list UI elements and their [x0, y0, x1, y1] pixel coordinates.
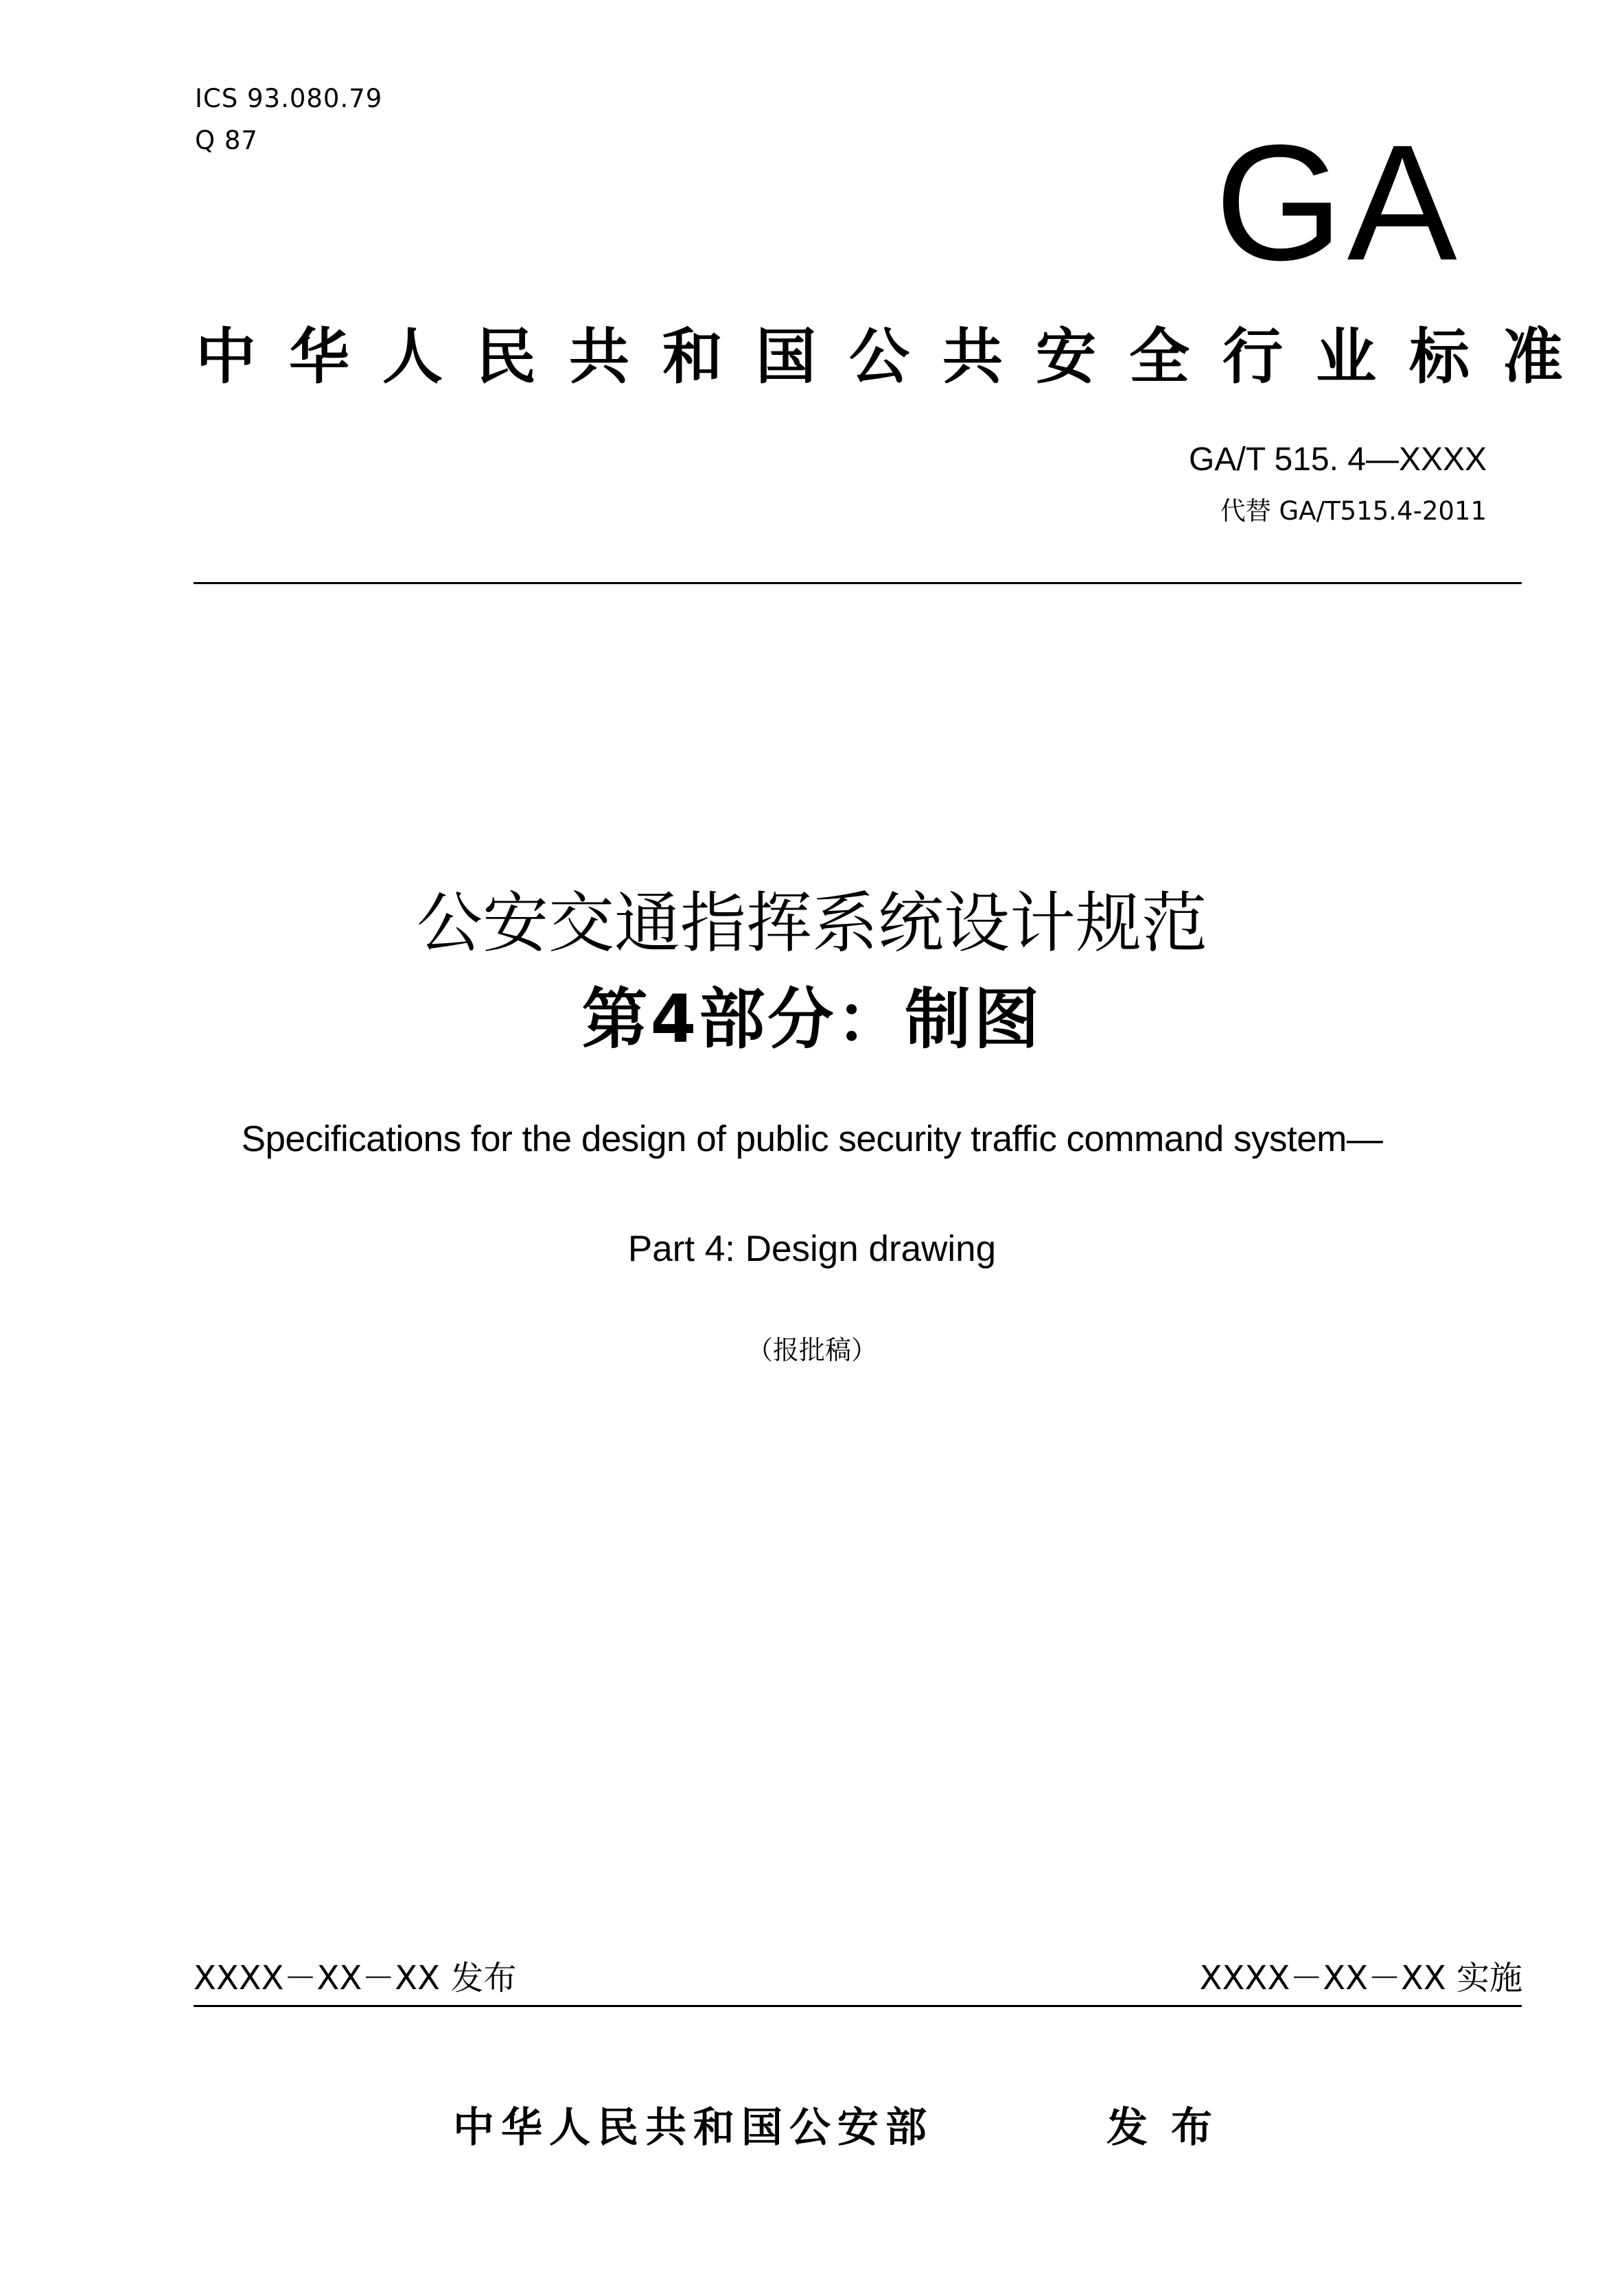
standard-number: GA/T 515. 4—XXXX: [1189, 441, 1487, 478]
issuing-authority: 中华人民共和国公安部: [453, 2104, 933, 2152]
bottom-divider: [194, 2005, 1522, 2007]
ics-code: ICS 93.080.79: [195, 84, 383, 113]
title-en-line2: Part 4: Design drawing: [627, 1229, 997, 1269]
ga-logo: GA: [1215, 111, 1461, 294]
title-zh-line2: 第4部分：制图: [581, 981, 1043, 1058]
issue-label: 发布: [1106, 2104, 1236, 2152]
implementation-date: XXXX－XX－XX 实施: [1199, 1959, 1522, 1997]
title-en-line1: Specifications for the design of public security traffic command system—: [241, 1119, 1383, 1159]
ccs-code: Q 87: [195, 126, 258, 155]
replaces-standard: 代替 GA/T515.4-2011: [1220, 496, 1487, 526]
title-zh-line1: 公安交通指挥系统设计规范: [417, 885, 1207, 962]
standard-category-heading: 中华人民共和国公共安全行业标准: [196, 321, 1597, 392]
draft-status: （报批稿）: [746, 1335, 877, 1365]
issue-date: XXXX－XX－XX 发布: [194, 1959, 517, 1997]
top-divider: [194, 582, 1522, 584]
